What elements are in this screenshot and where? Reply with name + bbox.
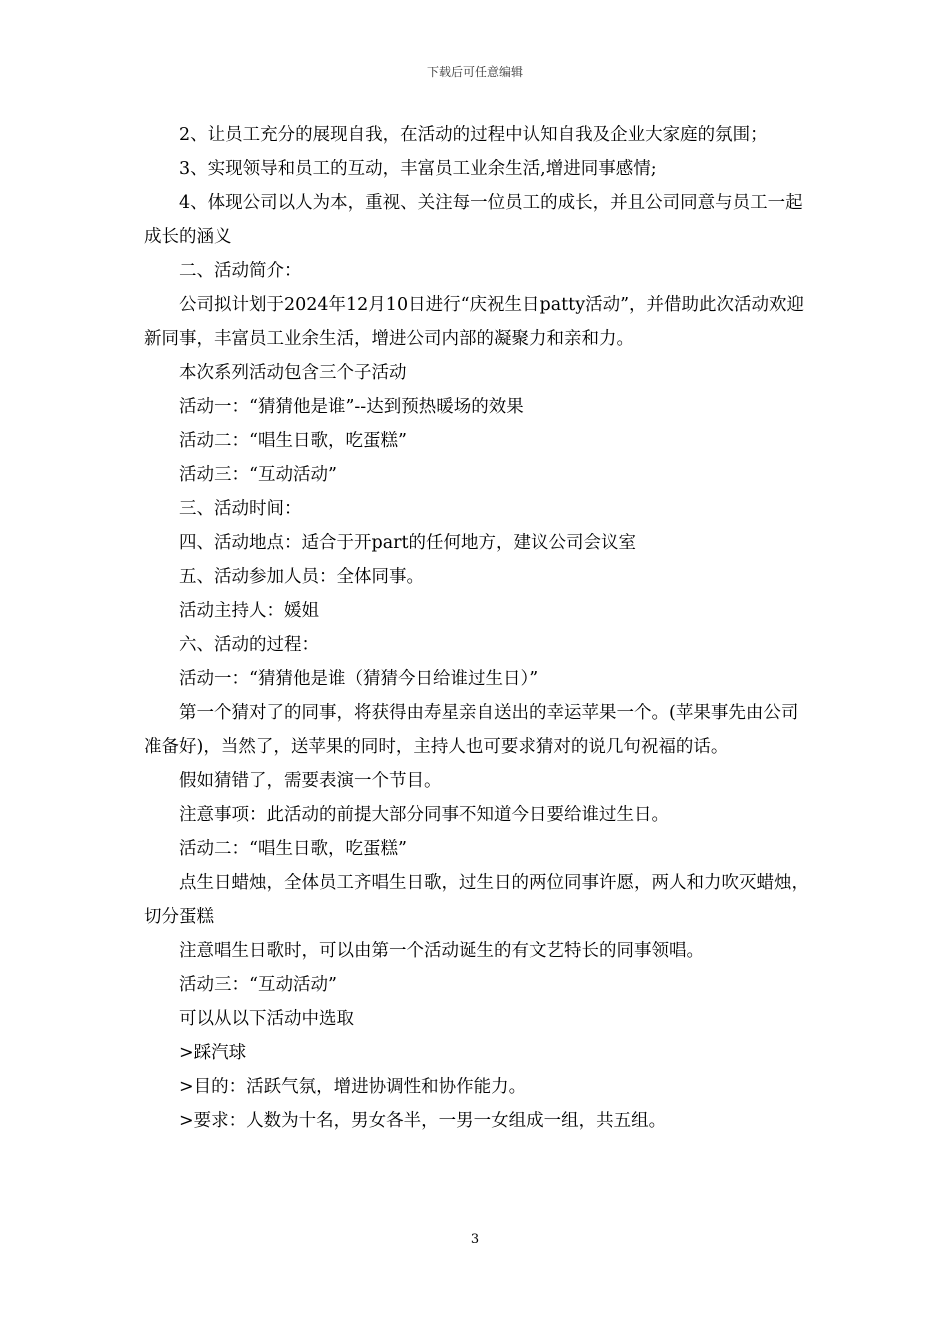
paragraph: 活动三：“互动活动” — [179, 465, 337, 485]
paragraph: 4、体现公司以人为本，重视、关注每一位员工的成长，并且公司同意与员工一起成长的涵义 — [144, 193, 803, 247]
page-number: 3 — [470, 1232, 480, 1247]
paragraph: 活动二：“唱生日歌，吃蛋糕” — [179, 431, 407, 451]
page-header-note: 下载后可任意编辑 — [426, 65, 523, 79]
paragraph: 点生日蜡烛，全体员工齐唱生日歌，过生日的两位同事许愿，两人和力吹灭蜡烛，切分蛋糕 — [144, 873, 809, 927]
section-heading: 五、活动参加人员：全体同事。 — [179, 567, 424, 587]
paragraph: 第一个猜对了的同事，将获得由寿星亲自送出的幸运苹果一个。(苹果事先由公司准备好)，当然了，送苹果的同时，主持人也可要求猜对的说几句祝福的话。 — [144, 703, 799, 757]
paragraph: 注意事项：此活动的前提大部分同事不知道今日要给谁过生日。 — [179, 805, 669, 825]
section-heading: 四、活动地点：适合于开part的任何地方，建议公司会议室 — [179, 533, 637, 553]
section-heading: 二、活动简介： — [179, 261, 302, 281]
section-heading: 三、活动时间： — [179, 499, 302, 519]
paragraph: 活动一：“猜猜他是谁”--达到预热暖场的效果 — [179, 397, 524, 417]
document-body — [144, 118, 812, 1138]
paragraph: 假如猜错了，需要表演一个节目。 — [179, 771, 442, 791]
paragraph: 注意唱生日歌时，可以由第一个活动诞生的有文艺特长的同事领唱。 — [179, 941, 704, 961]
paragraph: 活动二：“唱生日歌，吃蛋糕” — [179, 839, 407, 859]
list-item: >踩汽球 — [179, 1043, 247, 1063]
paragraph: 活动一：“猜猜他是谁（猜猜今日给谁过生日）” — [179, 669, 539, 689]
section-heading: 六、活动的过程： — [179, 635, 319, 655]
paragraph: 公司拟计划于2024年12月10日进行“庆祝生日patty活动”，并借助此次活动欢迎新同事，丰富员工业余生活，增进公司内部的凝聚力和亲和力。 — [144, 295, 805, 349]
paragraph: 活动三：“互动活动” — [179, 975, 337, 995]
list-item: >要求：人数为十名，男女各半，一男一女组成一组，共五组。 — [179, 1111, 667, 1131]
paragraph: 本次系列活动包含三个子活动 — [179, 363, 407, 383]
list-item: >目的：活跃气氛，增进协调性和协作能力。 — [179, 1077, 527, 1097]
paragraph: 活动主持人：媛姐 — [179, 601, 319, 621]
paragraph: 可以从以下活动中选取 — [179, 1009, 354, 1029]
paragraph: 2、让员工充分的展现自我，在活动的过程中认知自我及企业大家庭的氛围； — [179, 125, 768, 145]
paragraph: 3、实现领导和员工的互动，丰富员工业余生活,增进同事感情; — [179, 159, 657, 179]
